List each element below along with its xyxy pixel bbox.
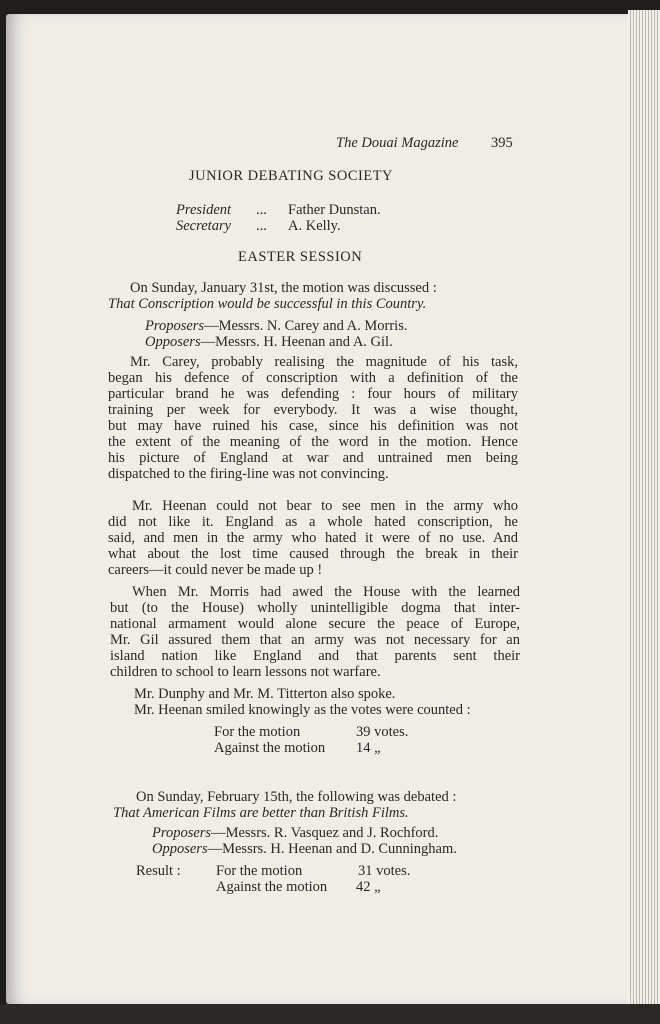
debate2-result-label: Result : (136, 863, 181, 879)
proposers-label: Proposers (145, 318, 205, 334)
officer-sep: ... (256, 218, 267, 234)
officer-role-secretary: Secretary (176, 218, 232, 234)
debate1-para1-line: began his defence of conscription with a definition of the (108, 370, 518, 386)
debate1-para4: Mr. Dunphy and Mr. M. Titterton also spoke. (134, 686, 396, 702)
debate2-for-votes: 31 votes. (358, 863, 411, 879)
session-title: EASTER SESSION (238, 249, 363, 265)
debate2-against-label: Against the motion (216, 879, 328, 895)
debate1-para1-line: particular brand he was defending : four hours of military (108, 386, 518, 402)
debate1-opposers-line (145, 334, 393, 350)
officer-role-president: President (176, 202, 232, 218)
officer-name-president: Father Dunstan. (288, 202, 381, 218)
section-title: JUNIOR DEBATING SOCIETY (189, 168, 394, 184)
debate1-against-votes: 14 „ (356, 740, 381, 756)
debate1-para1-line: training per week for everybody. It was a wise thought, (108, 402, 518, 418)
opposers-names: —Messrs. H. Heenan and A. Gil. (200, 334, 393, 350)
debate1-para2-line: what about the lost time caused through the break in their (108, 546, 518, 562)
debate2-against-votes: 42 „ (356, 879, 381, 895)
proposers-names: —Messrs. R. Vasquez and J. Rochford. (211, 825, 439, 841)
page-number: 395 (491, 135, 513, 151)
debate1-para3-line: children to school to learn lessons not warfare. (110, 664, 381, 680)
debate1-para2-line: did not like it. England as a whole hated conscription, he (108, 514, 518, 530)
opposers-label: Opposers (145, 334, 201, 350)
debate1-para3-line: When Mr. Morris had awed the House with the learned (132, 584, 520, 600)
debate1-motion: That Conscription would be successful in this Country. (108, 296, 427, 312)
debate1-para1-line: his picture of England at war and untrained men being (108, 450, 518, 466)
debate1-against-label: Against the motion (214, 740, 326, 756)
debate1-para3-line: but (to the House) wholly unintelligible dogma that inter- (110, 600, 520, 616)
debate1-para3-line: national armament would alone secure the peace of Europe, (110, 616, 520, 632)
debate1-para1-line: but may have ruined his case, since his definition was not (108, 418, 518, 434)
officer-name-secretary: A. Kelly. (288, 218, 341, 234)
opposers-label: Opposers (152, 841, 208, 857)
debate1-intro: On Sunday, January 31st, the motion was discussed : (130, 280, 437, 296)
debate2-opposers-line (152, 841, 457, 857)
debate1-para1-line: the extent of the meaning of the word in the motion. Hence (108, 434, 518, 450)
debate1-proposers-line (145, 318, 407, 334)
debate2-proposers-line (152, 825, 438, 841)
debate1-para3-line: Mr. Gil assured them that an army was not necessary for an (110, 632, 520, 648)
debate1-for-label: For the motion (214, 724, 301, 740)
debate1-para3-line: island nation like England and that parents sent their (110, 648, 520, 664)
debate1-para1-line: Mr. Carey, probably realising the magnitude of his task, (130, 354, 518, 370)
running-header-title: The Douai Magazine (336, 135, 459, 151)
opposers-names: —Messrs. H. Heenan and D. Cunningham. (207, 841, 457, 857)
debate2-intro: On Sunday, February 15th, the following was debated : (136, 789, 457, 805)
proposers-label: Proposers (152, 825, 212, 841)
debate2-motion: That American Films are better than British Films. (113, 805, 409, 821)
page-edges (628, 10, 660, 1006)
debate1-para2-line: said, and men in the army who hated it were of no use. And (108, 530, 518, 546)
debate1-para2-line: careers—it could never be made up ! (108, 562, 323, 578)
debate2-for-label: For the motion (216, 863, 303, 879)
officer-sep: ... (256, 202, 267, 218)
debate1-para5: Mr. Heenan smiled knowingly as the votes were counted : (134, 702, 471, 718)
proposers-names: —Messrs. N. Carey and A. Morris. (204, 318, 408, 334)
debate1-para2-line: Mr. Heenan could not bear to see men in the army who (132, 498, 518, 514)
debate1-para1-line: dispatched to the firing-line was not convincing. (108, 466, 389, 482)
debate1-for-votes: 39 votes. (356, 724, 409, 740)
scan-bottom-edge (0, 1004, 660, 1024)
